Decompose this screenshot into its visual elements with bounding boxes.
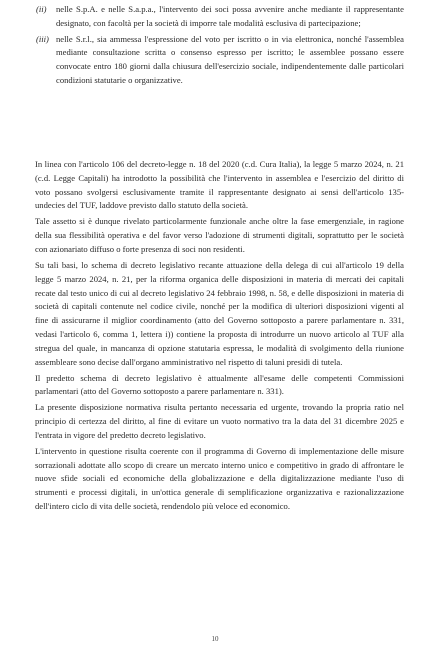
paragraph: Su tali basi, lo schema di decreto legislativo recante attuazione della delega di cui all'articolo 19 della legge 5 marzo 2024, n. 21, per la riforma organica delle disposizioni in materia di mercati dei capitali recate dal testo unico di cui al decreto legislativo 24 febbraio 1998, n. 58, e delle disposizioni in materia di società di capitali contenute nel codice civile, nonché per la modifica di ulteriori disposizioni vigenti al fine di assicurarne il miglior coordinamento (atto del Governo sottoposto a parere parlamentare n. 331, vedasi l'articolo 6, comma 1, lettera i)) contiene la proposta di introdurre un nuovo articolo al TUF alla stregua del quale, in mancanza di opzione statutaria espressa, le modalità di svolgimento della riunione assembleare sono decise dall'organo amministrativo nel rispetto di taluni presidi di tutela. (35, 259, 404, 367)
list-item (36, 33, 404, 88)
numbered-list (36, 3, 404, 88)
page-number: 10 (211, 635, 219, 643)
paragraph: L'intervento in questione risulta coerente con il programma di Governo di implementazione delle misure sorrazionali adottate allo scopo di creare un mercato interno unico e competitivo in grado di affrontare le nuove sfide sociali ed economiche della globalizzazione e della digitalizzazione mediante l'uso di strumenti e processi digitali, in un'ottica generale di semplificazione organizzativa e razionalizzazione dell'intero ciclo di vita delle società, rendendolo più veloce ed economico. (35, 445, 404, 512)
list-item-text: nelle S.r.l., sia ammessa l'espressione del voto per iscritto o in via elettronica, nonché l'assemblea mediante consultazione scritta o consenso espresso per iscritto; le assemblee possano essere convocate entro 180 giorni dalla chiusura dell'esercizio sociale, indipendentemente dalle particolari condizioni statutarie o organizzative. (56, 33, 404, 85)
list-marker: (iii) (36, 33, 49, 44)
list-item-text: nelle S.p.A. e nelle S.a.p.a., l'intervento dei soci possa avvenire anche mediante il rappresentante designato, con facoltà per la società di imporre tale modalità esclusiva di partecipazione; (56, 4, 404, 28)
paragraph: Il predetto schema di decreto legislativo è attualmente all'esame delle competenti Commissioni parlamentari (atto del Governo sottoposto a parere parlamentare n. 331). (35, 372, 404, 397)
paragraph: Tale assetto si è dunque rivelato particolarmente funzionale anche oltre la fase emergenziale, in ragione della sua flessibilità operativa e del favor verso l'adozione di strumenti digitali, soprattutto per le società con azionariato diffuso o forte presenza di soci non residenti. (35, 216, 404, 254)
list-marker: (ii) (36, 4, 47, 14)
paragraph: In linea con l'articolo 106 del decreto-legge n. 18 del 2020 (c.d. Cura Italia), la legge 5 marzo 2024, n. 21 (c.d. Legge Capitali) ha introdotto la possibilità che l'intervento in assemblea e l'esercizio del diritto di voto possano svolgersi esclusivamente tramite il rappresentante designato ai sensi dell'articolo 135-undecies del TUF, laddove previsto dallo statuto della società. (35, 159, 404, 211)
paragraph: La presente disposizione normativa risulta pertanto necessaria ed urgente, trovando la propria ratio nel principio di certezza del diritto, al fine di evitare un vuoto normativo tra la data del 31 dicembre 2025 e l'entrata in vigore del predetto decreto legislativo. (35, 402, 404, 440)
body-text (35, 158, 404, 516)
list-item (36, 3, 404, 31)
